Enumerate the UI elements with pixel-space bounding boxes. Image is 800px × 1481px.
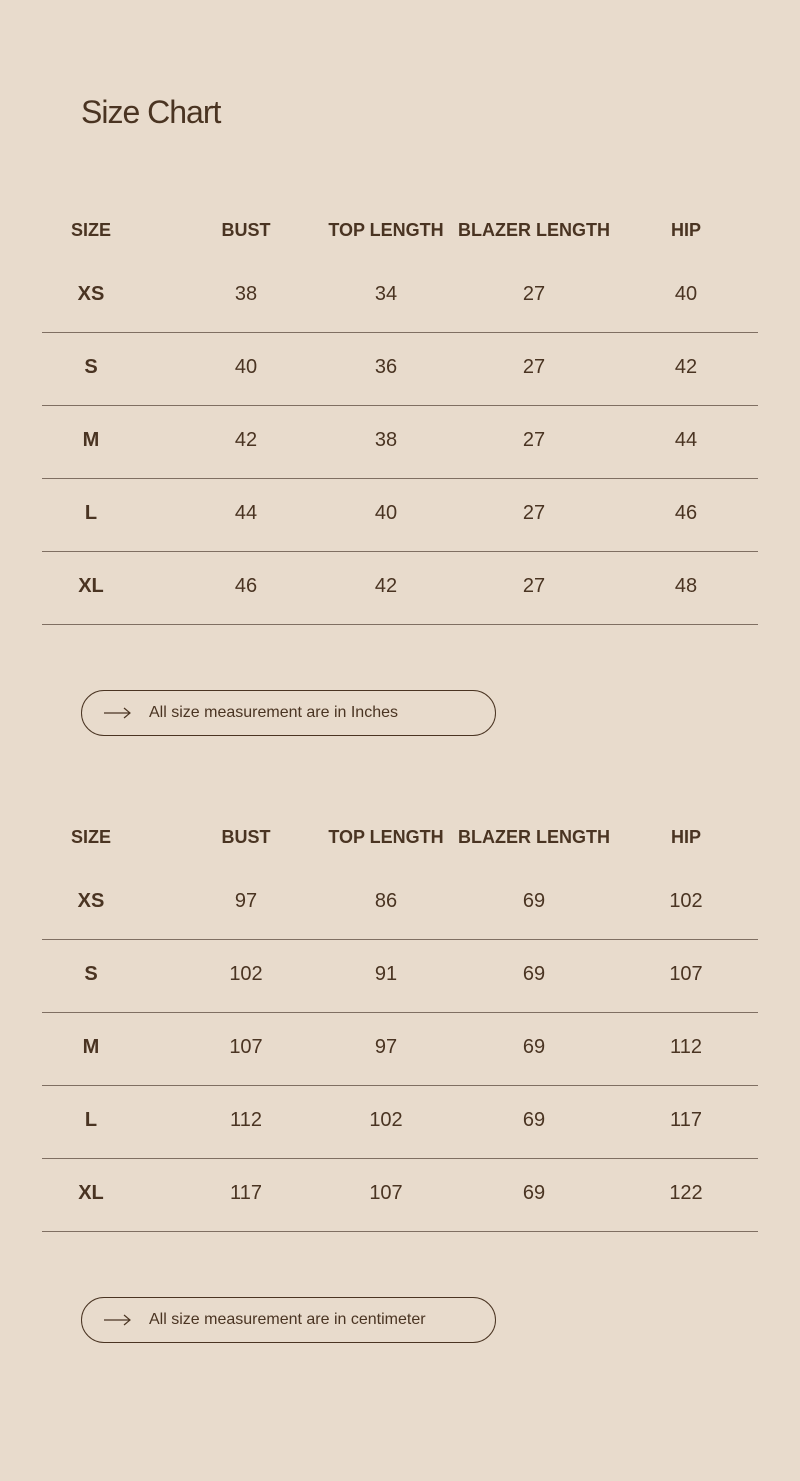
table-row [42, 1159, 758, 1232]
header-hip: HIP [670, 827, 702, 847]
blazer-length-cell: 69 [522, 1109, 546, 1131]
hip-cell: 117 [670, 1109, 702, 1131]
bust-cell: 117 [230, 1182, 262, 1204]
units-note-text: All size measurement are in Inches [149, 704, 398, 721]
header-hip: HIP [670, 220, 702, 240]
size-cell: S [84, 963, 98, 985]
hip-cell: 46 [674, 502, 698, 524]
top-length-cell: 91 [374, 963, 398, 985]
size-cell: L [84, 502, 98, 524]
arrow-right-icon [104, 1313, 132, 1327]
bust-cell: 46 [234, 575, 258, 597]
header-size: SIZE [70, 827, 112, 847]
blazer-length-cell: 27 [522, 575, 546, 597]
top-length-cell: 40 [374, 502, 398, 524]
table-row [42, 333, 758, 406]
header-blazer-length: BLAZER LENGTH [458, 827, 610, 847]
page-title: Size Chart [81, 94, 221, 130]
table-row [42, 940, 758, 1013]
top-length-cell: 102 [369, 1109, 403, 1131]
table-row [42, 1013, 758, 1086]
blazer-length-cell: 27 [522, 429, 546, 451]
top-length-cell: 107 [369, 1182, 403, 1204]
header-top-length: TOP LENGTH [328, 220, 444, 240]
header-blazer-length: BLAZER LENGTH [458, 220, 610, 240]
hip-cell: 42 [674, 356, 698, 378]
size-cell: XS [77, 890, 105, 912]
size-table-inches [42, 200, 758, 625]
table-row [42, 1086, 758, 1159]
hip-cell: 40 [674, 283, 698, 305]
bust-cell: 102 [229, 963, 263, 985]
size-cell: M [82, 1036, 100, 1058]
table-header-row [42, 807, 758, 867]
blazer-length-cell: 69 [522, 890, 546, 912]
bust-cell: 112 [230, 1109, 262, 1131]
bust-cell: 97 [234, 890, 258, 912]
header-size: SIZE [70, 220, 112, 240]
top-length-cell: 97 [374, 1036, 398, 1058]
blazer-length-cell: 27 [522, 283, 546, 305]
blazer-length-cell: 69 [522, 1182, 546, 1204]
hip-cell: 102 [669, 890, 703, 912]
top-length-cell: 34 [374, 283, 398, 305]
units-note-centimeter [81, 1297, 496, 1343]
blazer-length-cell: 69 [522, 963, 546, 985]
top-length-cell: 42 [374, 575, 398, 597]
size-cell: XL [78, 1182, 104, 1204]
top-length-cell: 86 [374, 890, 398, 912]
bust-cell: 42 [234, 429, 258, 451]
bust-cell: 44 [234, 502, 258, 524]
top-length-cell: 38 [374, 429, 398, 451]
size-cell: L [84, 1109, 98, 1131]
top-length-cell: 36 [374, 356, 398, 378]
table-header-row [42, 200, 758, 260]
hip-cell: 48 [674, 575, 698, 597]
arrow-right-icon [104, 706, 132, 720]
size-cell: S [84, 356, 98, 378]
hip-cell: 107 [669, 963, 703, 985]
header-bust: BUST [221, 827, 271, 847]
table-row [42, 406, 758, 479]
blazer-length-cell: 69 [522, 1036, 546, 1058]
blazer-length-cell: 27 [522, 502, 546, 524]
size-cell: XL [78, 575, 104, 597]
table-row [42, 552, 758, 625]
hip-cell: 112 [670, 1036, 702, 1058]
bust-cell: 40 [234, 356, 258, 378]
units-note-inches [81, 690, 496, 736]
table-row [42, 867, 758, 940]
header-top-length: TOP LENGTH [328, 827, 444, 847]
hip-cell: 44 [674, 429, 698, 451]
bust-cell: 107 [229, 1036, 263, 1058]
hip-cell: 122 [669, 1182, 703, 1204]
table-row [42, 479, 758, 552]
blazer-length-cell: 27 [522, 356, 546, 378]
size-cell: M [82, 429, 100, 451]
bust-cell: 38 [234, 283, 258, 305]
size-cell: XS [77, 283, 105, 305]
table-row [42, 260, 758, 333]
header-bust: BUST [221, 220, 271, 240]
units-note-text: All size measurement are in centimeter [149, 1311, 426, 1328]
size-table-centimeter [42, 807, 758, 1232]
